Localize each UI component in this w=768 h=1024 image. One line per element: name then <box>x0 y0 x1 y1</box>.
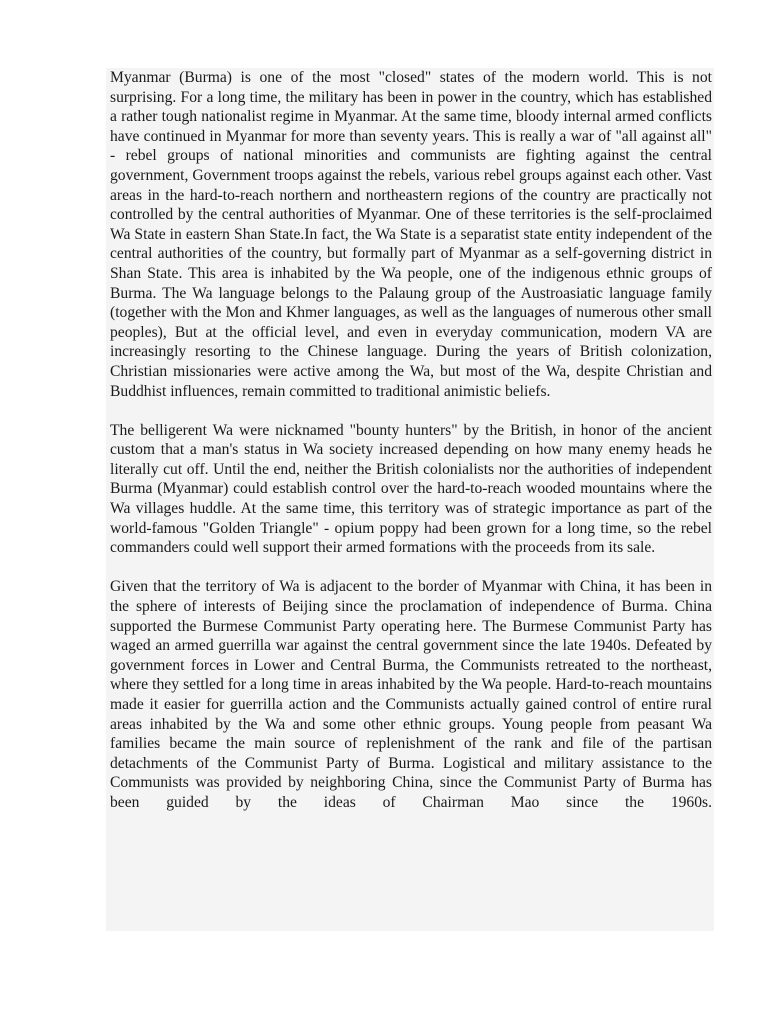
text-block <box>106 68 714 931</box>
paragraph-myanmar-intro: Myanmar (Burma) is one of the most "closed" states of the modern world. This is not surprising. For a long time, the military has been in power in the country, which has established a rather tough nationalist regime in Myanmar. At the same time, bloody internal armed conflicts have continued in Myanmar for more than seventy years. This is really a war of "all against all" - rebel groups of national minorities and communists are fighting against the central government, Government troops against the rebels, various rebel groups against each other. Vast areas in the hard-to-reach northern and northeastern regions of the country are practically not controlled by the central authorities of Myanmar. One of these territories is the self-proclaimed Wa State in eastern Shan State.In fact, the Wa State is a separatist state entity independent of the central authorities of the country, but formally part of Myanmar as a self-governing district in Shan State. This area is inhabited by the Wa people, one of the indigenous ethnic groups of Burma. The Wa language belongs to the Palaung group of the Austroasiatic language family (together with the Mon and Khmer languages, as well as the languages of numerous other small peoples), But at the official level, and even in everyday communication, modern VA are increasingly resorting to the Chinese language. During the years of British colonization, Christian missionaries were active among the Wa, but most of the Wa, despite Christian and Buddhist influences, remain committed to traditional animistic beliefs. <box>110 69 712 400</box>
paragraph-china-communists: Given that the territory of Wa is adjacent to the border of Myanmar with China, it has been in the sphere of interests of Beijing since the proclamation of independence of Burma. China supported the Burmese Communist Party operating here. The Burmese Communist Party has waged an armed guerrilla war against the central government since the late 1940s. Defeated by government forces in Lower and Central Burma, the Communists retreated to the northeast, where they settled for a long time in areas inhabited by the Wa people. Hard-to-reach mountains made it easier for guerrilla action and the Communists actually gained control of entire rural areas inhabited by the Wa and some other ethnic groups. Young people from peasant Wa families became the main source of replenishment of the rank and file of the partisan detachments of the Communist Party of Burma. Logistical and military assistance to the Communists was provided by neighboring China, since the Communist Party of Burma has been guided by the ideas of Chairman Mao since the 1960s. <box>110 578 712 811</box>
paragraph-bounty-hunters: The belligerent Wa were nicknamed "bounty hunters" by the British, in honor of the ancient custom that a man's status in Wa society increased depending on how many enemy heads he literally cut off. Until the end, neither the British colonialists nor the authorities of independent Burma (Myanmar) could establish control over the hard-to-reach wooded mountains where the Wa villages huddle. At the same time, this territory was of strategic importance as part of the world-famous "Golden Triangle" - opium poppy had been grown for a long time, so the rebel commanders could well support their armed formations with the proceeds from its sale. <box>110 421 712 557</box>
